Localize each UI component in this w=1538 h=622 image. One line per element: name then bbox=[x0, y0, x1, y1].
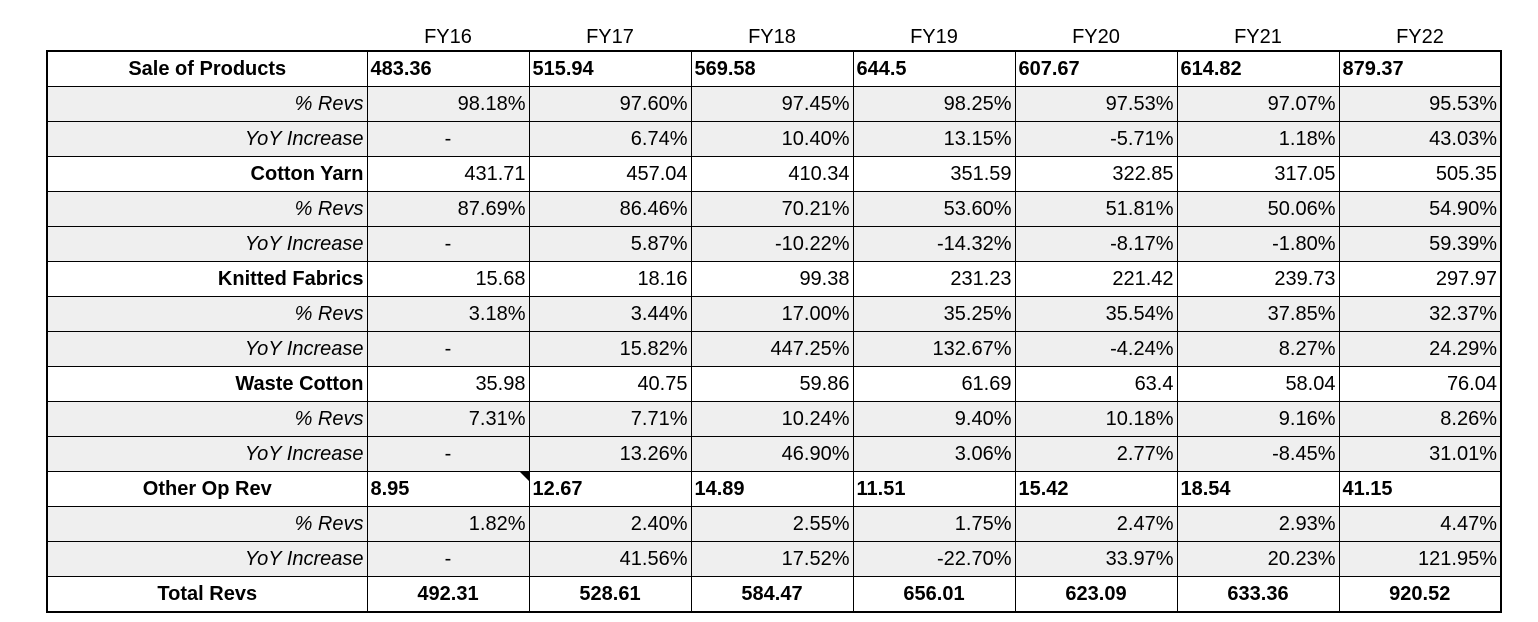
row-label: % Revs bbox=[47, 297, 367, 332]
table-cell: 644.5 bbox=[853, 51, 1015, 87]
table-cell: 2.40% bbox=[529, 507, 691, 542]
table-cell: 37.85% bbox=[1177, 297, 1339, 332]
table-cell: 20.23% bbox=[1177, 542, 1339, 577]
table-cell: 33.97% bbox=[1015, 542, 1177, 577]
table-cell: 614.82 bbox=[1177, 51, 1339, 87]
table-cell: 121.95% bbox=[1339, 542, 1501, 577]
table-cell: 410.34 bbox=[691, 157, 853, 192]
table-cell: 431.71 bbox=[367, 157, 529, 192]
table-cell: 15.82% bbox=[529, 332, 691, 367]
table-cell: 10.18% bbox=[1015, 402, 1177, 437]
table-cell: 239.73 bbox=[1177, 262, 1339, 297]
table-cell: 457.04 bbox=[529, 157, 691, 192]
header-corner bbox=[47, 18, 367, 51]
table-cell: 4.47% bbox=[1339, 507, 1501, 542]
table-cell: 3.06% bbox=[853, 437, 1015, 472]
table-cell: 607.67 bbox=[1015, 51, 1177, 87]
table-cell: 97.53% bbox=[1015, 87, 1177, 122]
row-label: Other Op Rev bbox=[47, 472, 367, 507]
table-cell: 41.15 bbox=[1339, 472, 1501, 507]
table-body bbox=[47, 51, 1501, 612]
table-row bbox=[47, 542, 1501, 577]
row-label: YoY Increase bbox=[47, 227, 367, 262]
row-label: YoY Increase bbox=[47, 122, 367, 157]
table-cell: - bbox=[367, 332, 529, 367]
table-cell: 447.25% bbox=[691, 332, 853, 367]
table-cell: 1.18% bbox=[1177, 122, 1339, 157]
table-cell: 132.67% bbox=[853, 332, 1015, 367]
table-cell: 8.27% bbox=[1177, 332, 1339, 367]
table-cell: 3.44% bbox=[529, 297, 691, 332]
table-cell: 9.40% bbox=[853, 402, 1015, 437]
table-cell: 18.54 bbox=[1177, 472, 1339, 507]
row-label: YoY Increase bbox=[47, 437, 367, 472]
table-cell: 15.68 bbox=[367, 262, 529, 297]
table-cell: 53.60% bbox=[853, 192, 1015, 227]
table-cell: 35.54% bbox=[1015, 297, 1177, 332]
table-row bbox=[47, 332, 1501, 367]
column-header: FY18 bbox=[748, 26, 796, 48]
header-row bbox=[47, 18, 1501, 51]
table-cell: 98.18% bbox=[367, 87, 529, 122]
table-cell: 31.01% bbox=[1339, 437, 1501, 472]
table-row bbox=[47, 507, 1501, 542]
table-cell: 15.42 bbox=[1015, 472, 1177, 507]
table-cell: 515.94 bbox=[529, 51, 691, 87]
table-cell: 11.51 bbox=[853, 472, 1015, 507]
row-label: % Revs bbox=[47, 402, 367, 437]
table-cell: - bbox=[367, 227, 529, 262]
table-cell: 317.05 bbox=[1177, 157, 1339, 192]
row-label: % Revs bbox=[47, 507, 367, 542]
table-cell: 41.56% bbox=[529, 542, 691, 577]
table-cell: 2.55% bbox=[691, 507, 853, 542]
table-cell: 656.01 bbox=[853, 577, 1015, 613]
table-cell: 483.36 bbox=[367, 51, 529, 87]
table-cell: 13.26% bbox=[529, 437, 691, 472]
table-cell: 528.61 bbox=[529, 577, 691, 613]
row-label: Waste Cotton bbox=[47, 367, 367, 402]
table-cell: 492.31 bbox=[367, 577, 529, 613]
row-label: % Revs bbox=[47, 87, 367, 122]
row-label: Cotton Yarn bbox=[47, 157, 367, 192]
table-cell: 1.82% bbox=[367, 507, 529, 542]
table-row bbox=[47, 51, 1501, 87]
table-cell: 32.37% bbox=[1339, 297, 1501, 332]
table-cell: -10.22% bbox=[691, 227, 853, 262]
table-row bbox=[47, 472, 1501, 507]
table-cell: 297.97 bbox=[1339, 262, 1501, 297]
table-cell: 221.42 bbox=[1015, 262, 1177, 297]
row-label: Total Revs bbox=[47, 577, 367, 613]
row-label: Knitted Fabrics bbox=[47, 262, 367, 297]
table-cell: 51.81% bbox=[1015, 192, 1177, 227]
column-header: FY20 bbox=[1072, 26, 1120, 48]
table-cell: 50.06% bbox=[1177, 192, 1339, 227]
table-row bbox=[47, 87, 1501, 122]
row-label: YoY Increase bbox=[47, 332, 367, 367]
table-cell: 97.07% bbox=[1177, 87, 1339, 122]
table-cell: -22.70% bbox=[853, 542, 1015, 577]
table-cell: 569.58 bbox=[691, 51, 853, 87]
table-row bbox=[47, 192, 1501, 227]
table-cell: 7.31% bbox=[367, 402, 529, 437]
table-row bbox=[47, 297, 1501, 332]
table-cell: 351.59 bbox=[853, 157, 1015, 192]
column-header: FY22 bbox=[1396, 26, 1444, 48]
table-cell: 920.52 bbox=[1339, 577, 1501, 613]
table-row bbox=[47, 402, 1501, 437]
row-label: % Revs bbox=[47, 192, 367, 227]
table-cell: 8.95 bbox=[367, 472, 529, 507]
table-cell: -1.80% bbox=[1177, 227, 1339, 262]
row-label: Sale of Products bbox=[47, 51, 367, 87]
table-cell: 6.74% bbox=[529, 122, 691, 157]
table-cell: 9.16% bbox=[1177, 402, 1339, 437]
table-cell: 17.00% bbox=[691, 297, 853, 332]
table-cell: 59.86 bbox=[691, 367, 853, 402]
table-cell: 231.23 bbox=[853, 262, 1015, 297]
table-cell: 5.87% bbox=[529, 227, 691, 262]
table-cell: - bbox=[367, 542, 529, 577]
table-cell: 98.25% bbox=[853, 87, 1015, 122]
table-cell: 58.04 bbox=[1177, 367, 1339, 402]
table-cell: 1.75% bbox=[853, 507, 1015, 542]
table-cell: 46.90% bbox=[691, 437, 853, 472]
table-cell: 505.35 bbox=[1339, 157, 1501, 192]
table-cell: 54.90% bbox=[1339, 192, 1501, 227]
table-row bbox=[47, 157, 1501, 192]
table-cell: 13.15% bbox=[853, 122, 1015, 157]
table-row bbox=[47, 122, 1501, 157]
table-cell: 633.36 bbox=[1177, 577, 1339, 613]
table-cell: 584.47 bbox=[691, 577, 853, 613]
table-cell: 87.69% bbox=[367, 192, 529, 227]
table-cell: 7.71% bbox=[529, 402, 691, 437]
table-cell: - bbox=[367, 437, 529, 472]
table-row bbox=[47, 577, 1501, 613]
table-cell: 40.75 bbox=[529, 367, 691, 402]
table-cell: 63.4 bbox=[1015, 367, 1177, 402]
table-cell: 3.18% bbox=[367, 297, 529, 332]
table-cell: 43.03% bbox=[1339, 122, 1501, 157]
table-cell: 86.46% bbox=[529, 192, 691, 227]
table-cell: 95.53% bbox=[1339, 87, 1501, 122]
table-cell: -5.71% bbox=[1015, 122, 1177, 157]
table-cell: 322.85 bbox=[1015, 157, 1177, 192]
table-cell: 70.21% bbox=[691, 192, 853, 227]
table-cell: 59.39% bbox=[1339, 227, 1501, 262]
column-header: FY17 bbox=[586, 26, 634, 48]
table-cell: - bbox=[367, 122, 529, 157]
table-cell: 97.60% bbox=[529, 87, 691, 122]
revenue-table bbox=[46, 18, 1502, 613]
table-cell: 14.89 bbox=[691, 472, 853, 507]
table-cell: 76.04 bbox=[1339, 367, 1501, 402]
table-row bbox=[47, 227, 1501, 262]
table-cell: -8.17% bbox=[1015, 227, 1177, 262]
table-cell: 10.40% bbox=[691, 122, 853, 157]
table-row bbox=[47, 437, 1501, 472]
table-cell: 2.77% bbox=[1015, 437, 1177, 472]
table-cell: 879.37 bbox=[1339, 51, 1501, 87]
column-header: FY16 bbox=[424, 26, 472, 48]
table-cell: -8.45% bbox=[1177, 437, 1339, 472]
table-cell: 623.09 bbox=[1015, 577, 1177, 613]
table-cell: 35.98 bbox=[367, 367, 529, 402]
table-cell: 61.69 bbox=[853, 367, 1015, 402]
column-header: FY21 bbox=[1234, 26, 1282, 48]
table-cell: 35.25% bbox=[853, 297, 1015, 332]
table-cell: 8.26% bbox=[1339, 402, 1501, 437]
table-cell: 10.24% bbox=[691, 402, 853, 437]
table-row bbox=[47, 262, 1501, 297]
table-row bbox=[47, 367, 1501, 402]
table-cell: 24.29% bbox=[1339, 332, 1501, 367]
table-cell: 2.47% bbox=[1015, 507, 1177, 542]
row-label: YoY Increase bbox=[47, 542, 367, 577]
table-cell: 18.16 bbox=[529, 262, 691, 297]
table-cell: 2.93% bbox=[1177, 507, 1339, 542]
table-cell: 97.45% bbox=[691, 87, 853, 122]
table-cell: -14.32% bbox=[853, 227, 1015, 262]
table-cell: 12.67 bbox=[529, 472, 691, 507]
column-header: FY19 bbox=[910, 26, 958, 48]
table-cell: -4.24% bbox=[1015, 332, 1177, 367]
table-cell: 99.38 bbox=[691, 262, 853, 297]
table-cell: 17.52% bbox=[691, 542, 853, 577]
